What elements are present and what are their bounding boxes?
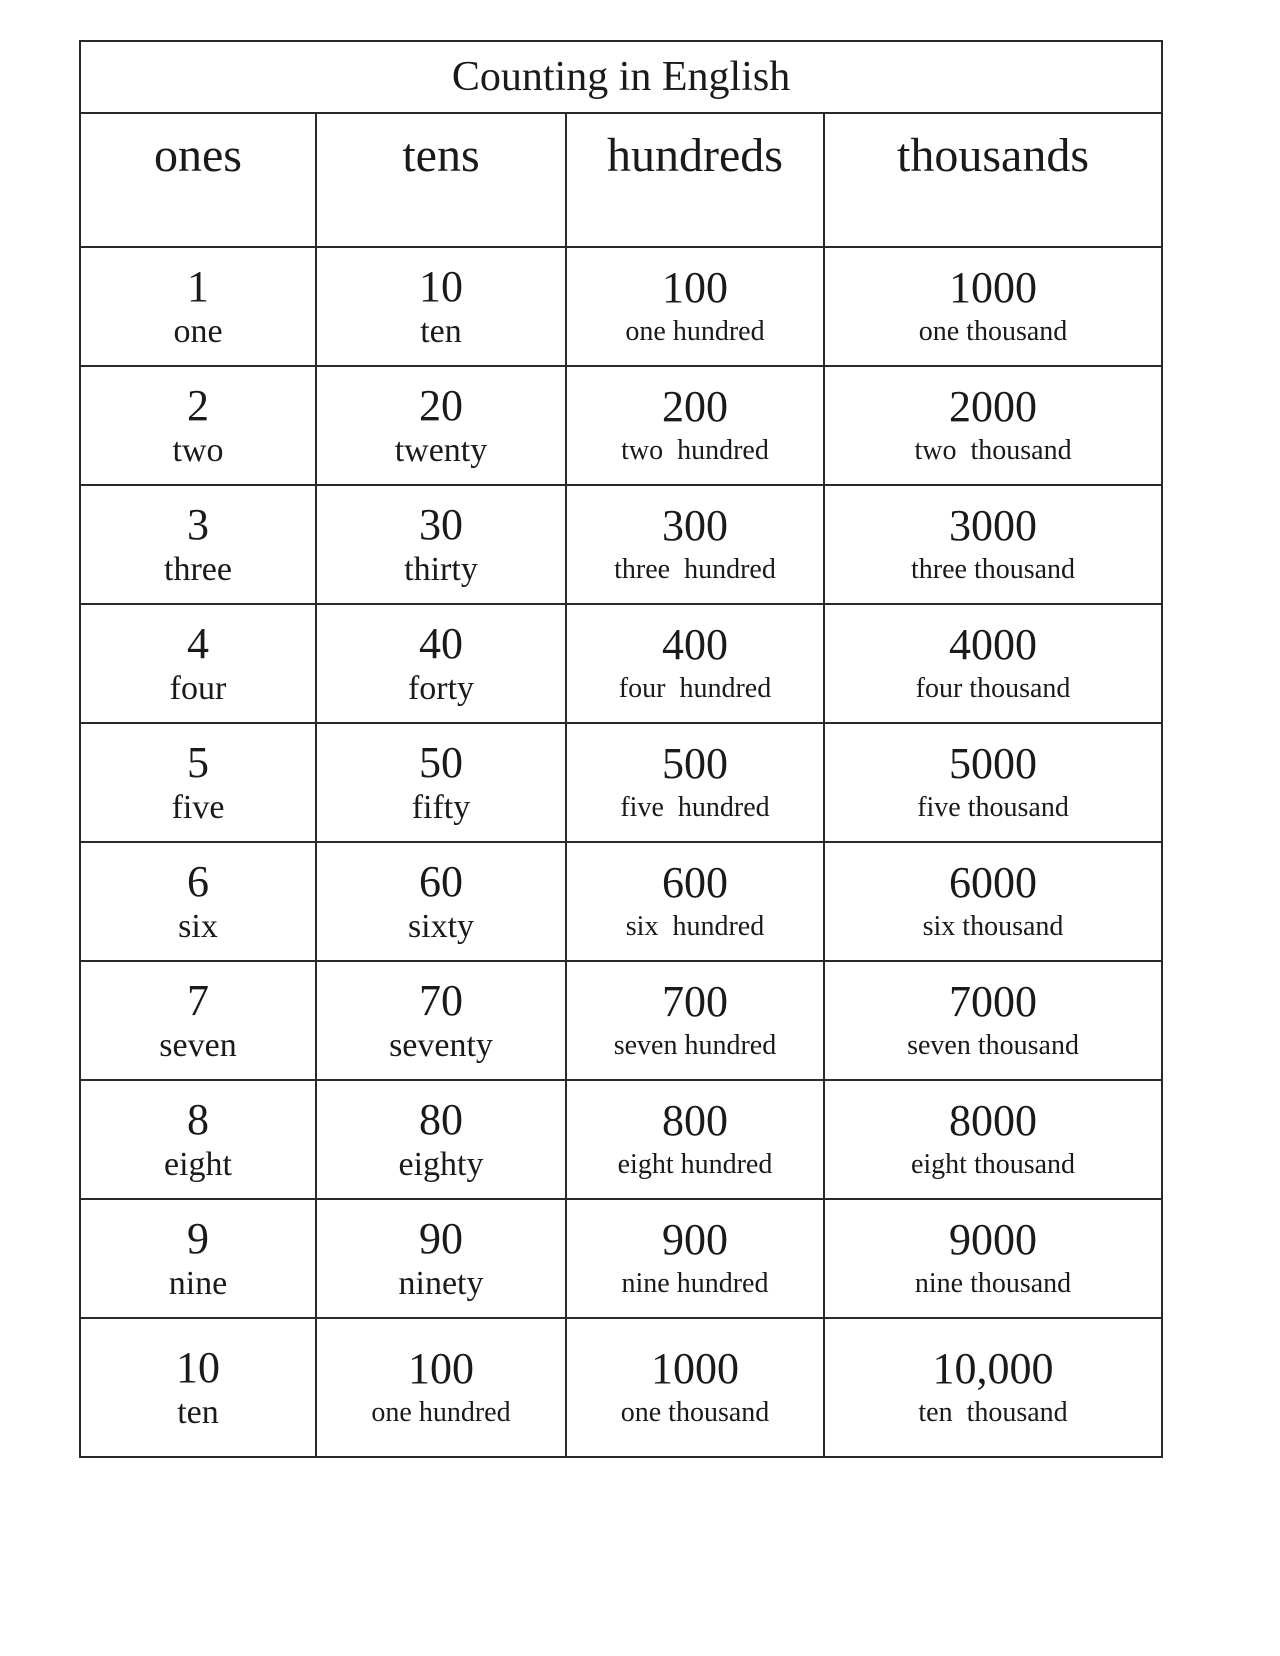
number-word: seven hundred: [613, 1029, 777, 1061]
cell-thousands: [824, 485, 1162, 604]
number-value: 10: [176, 1342, 220, 1392]
cell-ones: [80, 247, 316, 366]
number-value: 100: [408, 1343, 474, 1393]
number-value: 5: [187, 737, 209, 787]
cell-hundreds: [566, 1080, 824, 1199]
number-word: ten: [420, 312, 462, 350]
number-word: three hundred: [614, 553, 776, 585]
cell-thousands: [824, 1080, 1162, 1199]
cell-thousands: [824, 604, 1162, 723]
cell-ones: [80, 604, 316, 723]
number-value: 9: [187, 1213, 209, 1263]
cell-hundreds: [566, 485, 824, 604]
cell-tens: [316, 1318, 566, 1457]
number-word: one thousand: [918, 315, 1068, 347]
number-word: ten thousand: [918, 1396, 1068, 1428]
column-header-ones: ones: [80, 113, 316, 247]
column-header-tens: tens: [316, 113, 566, 247]
table-row: [80, 485, 1162, 604]
number-word: ten: [177, 1393, 219, 1431]
table-body: [80, 247, 1162, 1457]
table-row: [80, 1199, 1162, 1318]
number-word: seven thousand: [907, 1029, 1079, 1061]
table-row: [80, 723, 1162, 842]
number-value: 4000: [949, 619, 1038, 669]
column-header-thousands: thousands: [824, 113, 1162, 247]
number-word: four: [169, 669, 227, 707]
column-header-hundreds: hundreds: [566, 113, 824, 247]
cell-hundreds: [566, 961, 824, 1080]
number-word: eight: [164, 1145, 232, 1183]
number-word: fifty: [411, 788, 471, 826]
number-value: 8000: [949, 1095, 1038, 1145]
cell-thousands: [824, 961, 1162, 1080]
cell-hundreds: [566, 1318, 824, 1457]
number-value: 700: [662, 976, 728, 1026]
number-value: 10,000: [932, 1343, 1054, 1393]
cell-tens: [316, 247, 566, 366]
cell-tens: [316, 1199, 566, 1318]
table-row: [80, 604, 1162, 723]
table-row: [80, 1080, 1162, 1199]
number-value: 90: [419, 1213, 463, 1263]
cell-ones: [80, 842, 316, 961]
number-value: 20: [419, 380, 463, 430]
number-value: 8: [187, 1094, 209, 1144]
number-word: sixty: [407, 907, 475, 945]
number-value: 1000: [651, 1343, 739, 1393]
number-word: three: [164, 550, 232, 588]
number-word: forty: [407, 669, 475, 707]
cell-tens: [316, 485, 566, 604]
cell-ones: [80, 961, 316, 1080]
number-value: 600: [662, 857, 728, 907]
number-word: five hundred: [620, 791, 770, 823]
cell-thousands: [824, 366, 1162, 485]
number-value: 400: [662, 619, 728, 669]
number-value: 200: [662, 381, 728, 431]
number-value: 3: [187, 499, 209, 549]
cell-thousands: [824, 723, 1162, 842]
number-value: 70: [419, 975, 463, 1025]
number-word: seventy: [389, 1026, 493, 1064]
table-row: [80, 247, 1162, 366]
number-word: one hundred: [625, 315, 765, 347]
table-row: [80, 842, 1162, 961]
number-word: five thousand: [917, 791, 1069, 823]
cell-hundreds: [566, 247, 824, 366]
cell-tens: [316, 723, 566, 842]
cell-thousands: [824, 1318, 1162, 1457]
number-word: eight hundred: [617, 1148, 773, 1180]
number-word: ninety: [398, 1264, 484, 1302]
number-value: 2: [187, 380, 209, 430]
number-word: eight thousand: [910, 1148, 1076, 1180]
number-word: nine thousand: [914, 1267, 1072, 1299]
number-value: 3000: [949, 500, 1038, 550]
number-value: 80: [419, 1094, 463, 1144]
number-value: 7000: [949, 976, 1038, 1026]
number-word: one thousand: [620, 1396, 770, 1428]
cell-thousands: [824, 247, 1162, 366]
number-value: 100: [662, 262, 728, 312]
table-row: [80, 961, 1162, 1080]
cell-ones: [80, 1080, 316, 1199]
cell-ones: [80, 485, 316, 604]
counting-table: [79, 40, 1163, 1458]
table-title: Counting in English: [80, 41, 1162, 113]
number-word: six thousand: [922, 910, 1064, 942]
cell-tens: [316, 604, 566, 723]
number-value: 300: [662, 500, 728, 550]
cell-ones: [80, 723, 316, 842]
number-value: 30: [419, 499, 463, 549]
number-value: 2000: [949, 381, 1038, 431]
number-word: nine hundred: [621, 1267, 769, 1299]
cell-thousands: [824, 1199, 1162, 1318]
cell-ones: [80, 1318, 316, 1457]
number-word: eighty: [398, 1145, 484, 1183]
number-word: two: [172, 431, 224, 469]
cell-ones: [80, 1199, 316, 1318]
number-value: 6: [187, 856, 209, 906]
number-word: two hundred: [621, 434, 769, 466]
number-value: 7: [187, 975, 209, 1025]
number-word: nine: [168, 1264, 228, 1302]
cell-hundreds: [566, 1199, 824, 1318]
number-word: one hundred: [371, 1396, 511, 1428]
table-row: [80, 1318, 1162, 1457]
number-value: 4: [187, 618, 209, 668]
number-word: five: [171, 788, 225, 826]
counting-sheet: [79, 40, 1161, 1458]
cell-tens: [316, 842, 566, 961]
number-word: six: [178, 907, 218, 945]
number-value: 40: [419, 618, 463, 668]
number-word: three thousand: [910, 553, 1076, 585]
number-word: thirty: [404, 550, 478, 588]
number-word: six hundred: [625, 910, 765, 942]
number-word: four hundred: [618, 672, 772, 704]
number-word: twenty: [394, 431, 488, 469]
number-value: 6000: [949, 857, 1038, 907]
number-value: 1: [187, 261, 209, 311]
cell-tens: [316, 366, 566, 485]
cell-hundreds: [566, 366, 824, 485]
number-value: 5000: [949, 738, 1038, 788]
number-word: two thousand: [914, 434, 1072, 466]
number-value: 60: [419, 856, 463, 906]
cell-ones: [80, 366, 316, 485]
number-value: 10: [419, 261, 463, 311]
number-word: seven: [159, 1026, 237, 1064]
cell-thousands: [824, 842, 1162, 961]
table-row: [80, 366, 1162, 485]
cell-tens: [316, 1080, 566, 1199]
cell-hundreds: [566, 604, 824, 723]
cell-hundreds: [566, 723, 824, 842]
number-value: 50: [419, 737, 463, 787]
number-value: 500: [662, 738, 728, 788]
number-value: 9000: [949, 1214, 1038, 1264]
number-word: one: [173, 312, 223, 350]
cell-tens: [316, 961, 566, 1080]
number-value: 800: [662, 1095, 728, 1145]
cell-hundreds: [566, 842, 824, 961]
number-value: 900: [662, 1214, 728, 1264]
number-value: 1000: [949, 262, 1038, 312]
number-word: four thousand: [915, 672, 1071, 704]
